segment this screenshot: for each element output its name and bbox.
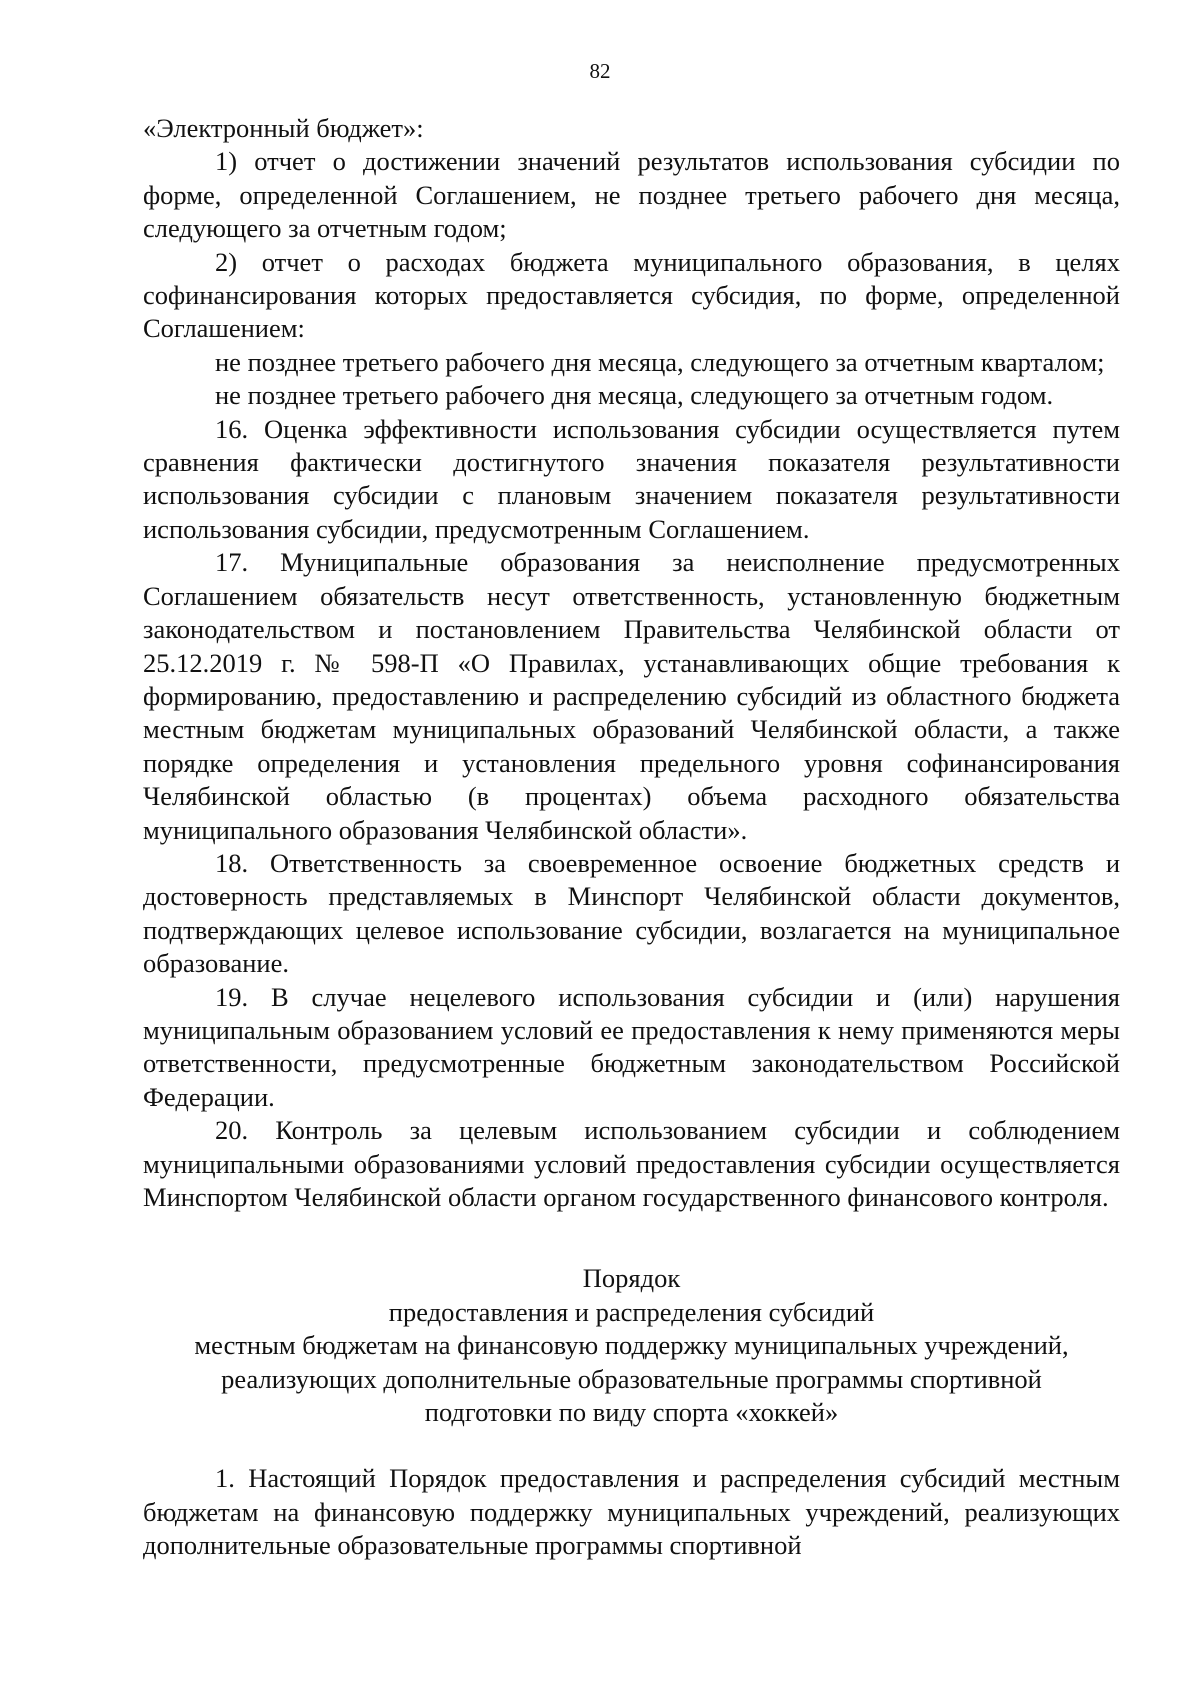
paragraph-report-results: 1) отчет о достижении значений результатов использования субсидии по форме, определенной Соглашением, не позднее третьего рабочего дня месяца, следующего за отчетным годом; [143,146,1120,244]
paragraph-16: 16. Оценка эффективности использования субсидии осуществляется путем сравнения фактически достигнутого значения показателя результативности использования субсидии с плановым значением показателя результативности использования субсидии, предусмотренным Соглашением. [143,413,1120,544]
paragraph-quarter-deadline: не позднее третьего рабочего дня месяца, следующего за отчетным кварталом; [215,346,1105,377]
paragraph-18: 18. Ответственность за своевременное освоение бюджетных средств и достоверность представляемых в Минспорт Челябинской области документов, подтверждающих целевое использование субсидии, возлагается на муниципальное образование. [143,847,1120,979]
section-heading [143,1262,1120,1429]
paragraph-17: 17. Муниципальные образования за неисполнение предусмотренных Соглашением обязательств несут ответственность, установленную бюджетным законодательством и постановлением Правительства Челябинской области от 25.12.2019 г. № 598-П «О Правилах, устанавливающих общие требования к формированию, предоставлению и распределению субсидий из областного бюджета местным бюджетам муниципальных образований Челябинской области, а также порядке определения и установления предельного уровня софинансирования Челябинской областью (в процентах) объема расходного обязательства муниципального образования Челябинской области». [143,547,1120,845]
heading-line-2: предоставления и распределения субсидий [388,1296,875,1327]
paragraph-1-procedure: 1. Настоящий Порядок предоставления и распределения субсидий местным бюджетам на финансовую поддержку муниципальных учреждений, реализующих дополнительные образовательные программы спортивной [143,1463,1120,1561]
page-number: 82 [589,59,611,83]
heading-line-4: реализующих дополнительные образовательные программы спортивной [221,1363,1042,1394]
paragraph-electronic-budget: «Электронный бюджет»: [143,113,424,143]
heading-line-3: местным бюджетам на финансовую поддержку муниципальных учреждений, [194,1330,1069,1361]
paragraph-year-deadline: не позднее третьего рабочего дня месяца, следующего за отчетным годом. [215,380,1054,411]
paragraph-report-expenses: 2) отчет о расходах бюджета муниципального образования, в целях софинансирования которых предоставляется субсидия, по форме, определенной Соглашением: [143,246,1120,344]
heading-line-5: подготовки по виду спорта «хоккей» [424,1397,839,1428]
paragraph-19: 19. В случае нецелевого использования субсидии и (или) нарушения муниципальным образованием условий ее предоставления к нему применяются меры ответственности, предусмотренные бюджетным законодательством Российской Федерации. [143,981,1120,1112]
document-body [143,112,1120,1563]
heading-line-1: Порядок [582,1263,681,1294]
paragraph-20: 20. Контроль за целевым использованием субсидии и соблюдением муниципальными образованиями условий предоставления субсидии осуществляется Минспортом Челябинской области органом государственного финансового контроля. [143,1115,1120,1212]
